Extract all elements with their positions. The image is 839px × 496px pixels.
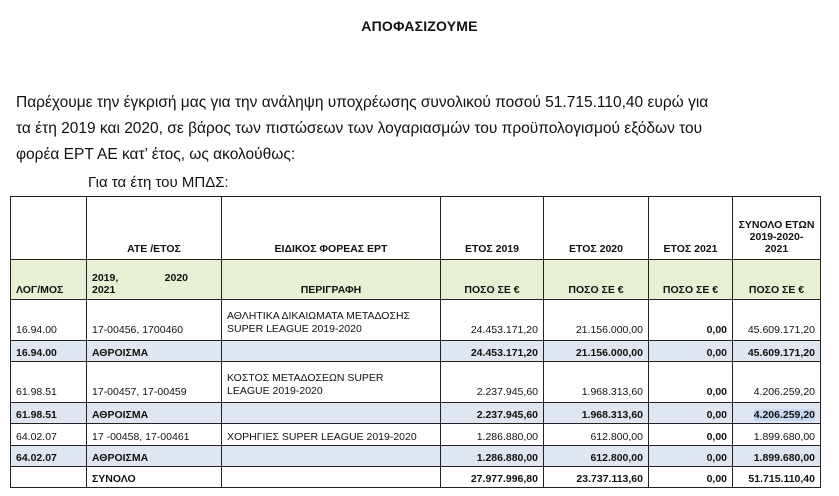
amount-2021: 0,00 xyxy=(649,300,733,341)
table-subheader-row xyxy=(11,260,821,300)
account-code: 61.98.51 xyxy=(11,403,87,424)
amount-2021: 0,00 xyxy=(649,362,733,403)
description xyxy=(222,403,441,424)
empty-cell xyxy=(11,467,87,488)
amount-total: 1.899.680,00 xyxy=(733,446,821,467)
description-line: ΚΟΣΤΟΣ ΜΕΤΑΔΟΣΕΩΝ SUPER xyxy=(227,372,384,384)
page-title: ΑΠΟΦΑΣΙΖΟΥΜΕ xyxy=(361,18,478,34)
amount-2020: 612.800,00 xyxy=(544,424,649,446)
amount-2019: 24.453.171,20 xyxy=(441,300,544,341)
account-code: 61.98.51 xyxy=(11,362,87,403)
amount-2019: 27.977.996,80 xyxy=(441,467,544,488)
amount-2021: 0,00 xyxy=(649,424,733,446)
amount-2021: 0,00 xyxy=(649,403,733,424)
header-total-line: 2019-2020- xyxy=(749,231,804,243)
subheader-years xyxy=(87,260,222,300)
description-line: SUPER LEAGUE 2019-2020 xyxy=(227,323,362,335)
account-code: 16.94.00 xyxy=(11,341,87,362)
sum-label: ΑΘΡΟΙΣΜΑ xyxy=(87,446,222,467)
paragraph-line: τα έτη 2019 και 2020, σε βάρος των πιστώσεων των λογαριασμών του προϋπολογισμού εξόδων του xyxy=(16,120,703,137)
subheader-poso: ΠΟΣΟ ΣΕ € xyxy=(733,260,821,300)
header-2019: ΕΤΟΣ 2019 xyxy=(441,197,544,260)
table-row-sum xyxy=(11,446,821,467)
amount-2020: 1.968.313,60 xyxy=(544,403,649,424)
ate-year: 17-00457, 17-00459 xyxy=(87,362,222,403)
account-code: 16.94.00 xyxy=(11,300,87,341)
description xyxy=(222,341,441,362)
description xyxy=(222,467,441,488)
amount-2021: 0,00 xyxy=(649,341,733,362)
ate-year: 17 -00458, 17-00461 xyxy=(87,424,222,446)
subheader-year: 2020 xyxy=(164,272,188,284)
amount-2020: 21.156.000,00 xyxy=(544,300,649,341)
amount-2019: 1.286.880,00 xyxy=(441,424,544,446)
description xyxy=(222,362,441,403)
amount-total: 45.609.171,20 xyxy=(733,300,821,341)
amount-2019: 2.237.945,60 xyxy=(441,403,544,424)
table-row xyxy=(11,300,821,341)
table-row-sum xyxy=(11,403,821,424)
section-subheading: Για τα έτη του ΜΠΔΣ: xyxy=(88,174,229,191)
amount-total xyxy=(733,403,821,424)
description: ΧΟΡΗΓΙΕΣ SUPER LEAGUE 2019-2020 xyxy=(222,424,441,446)
header-2020: ΕΤΟΣ 2020 xyxy=(544,197,649,260)
account-code: 64.02.07 xyxy=(11,424,87,446)
amount-2020: 21.156.000,00 xyxy=(544,341,649,362)
budget-table xyxy=(10,196,821,488)
highlighted-amount: 4.206.259,20 xyxy=(753,409,815,421)
amount-2019: 2.237.945,60 xyxy=(441,362,544,403)
paragraph-line: Παρέχουμε την έγκρισή μας για την ανάληψη υποχρέωσης συνολικού ποσού 51.715.110,40 ευρώ για xyxy=(16,94,709,111)
description xyxy=(222,446,441,467)
subheader-poso: ΠΟΣΟ ΣΕ € xyxy=(441,260,544,300)
subheader-year: 2021 xyxy=(92,284,116,296)
table-row xyxy=(11,362,821,403)
amount-2020: 612.800,00 xyxy=(544,446,649,467)
amount-total: 4.206.259,20 xyxy=(733,362,821,403)
amount-2020: 1.968.313,60 xyxy=(544,362,649,403)
subheader-logmos: ΛΟΓ/ΜΟΣ xyxy=(11,260,87,300)
description-line: LEAGUE 2019-2020 xyxy=(227,385,323,397)
approval-paragraph xyxy=(16,90,816,168)
subheader-poso: ΠΟΣΟ ΣΕ € xyxy=(649,260,733,300)
amount-2019: 24.453.171,20 xyxy=(441,341,544,362)
description xyxy=(222,300,441,341)
table-row-grand-total xyxy=(11,467,821,488)
subheader-perigrafi: ΠΕΡΙΓΡΑΦΗ xyxy=(222,260,441,300)
sum-label: ΑΘΡΟΙΣΜΑ xyxy=(87,341,222,362)
header-2021: ΕΤΟΣ 2021 xyxy=(649,197,733,260)
description-line: ΑΘΛΗΤΙΚΑ ΔΙΚΑΙΩΜΑΤΑ ΜΕΤΑΔΟΣΗΣ xyxy=(227,310,411,322)
ate-year: 17-00456, 1700460 xyxy=(87,300,222,341)
amount-2019: 1.286.880,00 xyxy=(441,446,544,467)
amount-total: 1.899.680,00 xyxy=(733,424,821,446)
table-header-row xyxy=(11,197,821,260)
header-ate: ΑΤΕ /ΕΤΟΣ xyxy=(87,197,222,260)
grand-total-label: ΣΥΝΟΛΟ xyxy=(87,467,222,488)
amount-total: 45.609.171,20 xyxy=(733,341,821,362)
amount-2021: 0,00 xyxy=(649,446,733,467)
amount-total: 51.715.110,40 xyxy=(733,467,821,488)
amount-2020: 23.737.113,60 xyxy=(544,467,649,488)
header-total-line: ΣΥΝΟΛΟ ΕΤΩΝ xyxy=(738,219,815,231)
paragraph-line: φορέα ΕΡΤ ΑΕ κατ’ έτος, ως ακολούθως: xyxy=(16,146,296,163)
header-total-line: 2021 xyxy=(764,243,789,255)
header-total xyxy=(733,197,821,260)
amount-2021: 0,00 xyxy=(649,467,733,488)
sum-label: ΑΘΡΟΙΣΜΑ xyxy=(87,403,222,424)
header-empty-cell xyxy=(11,197,87,260)
table-row-sum xyxy=(11,341,821,362)
account-code: 64.02.07 xyxy=(11,446,87,467)
subheader-poso: ΠΟΣΟ ΣΕ € xyxy=(544,260,649,300)
table-row xyxy=(11,424,821,446)
header-foreas: ΕΙΔΙΚΟΣ ΦΟΡΕΑΣ ΕΡΤ xyxy=(222,197,441,260)
subheader-year: 2019, xyxy=(92,272,119,284)
